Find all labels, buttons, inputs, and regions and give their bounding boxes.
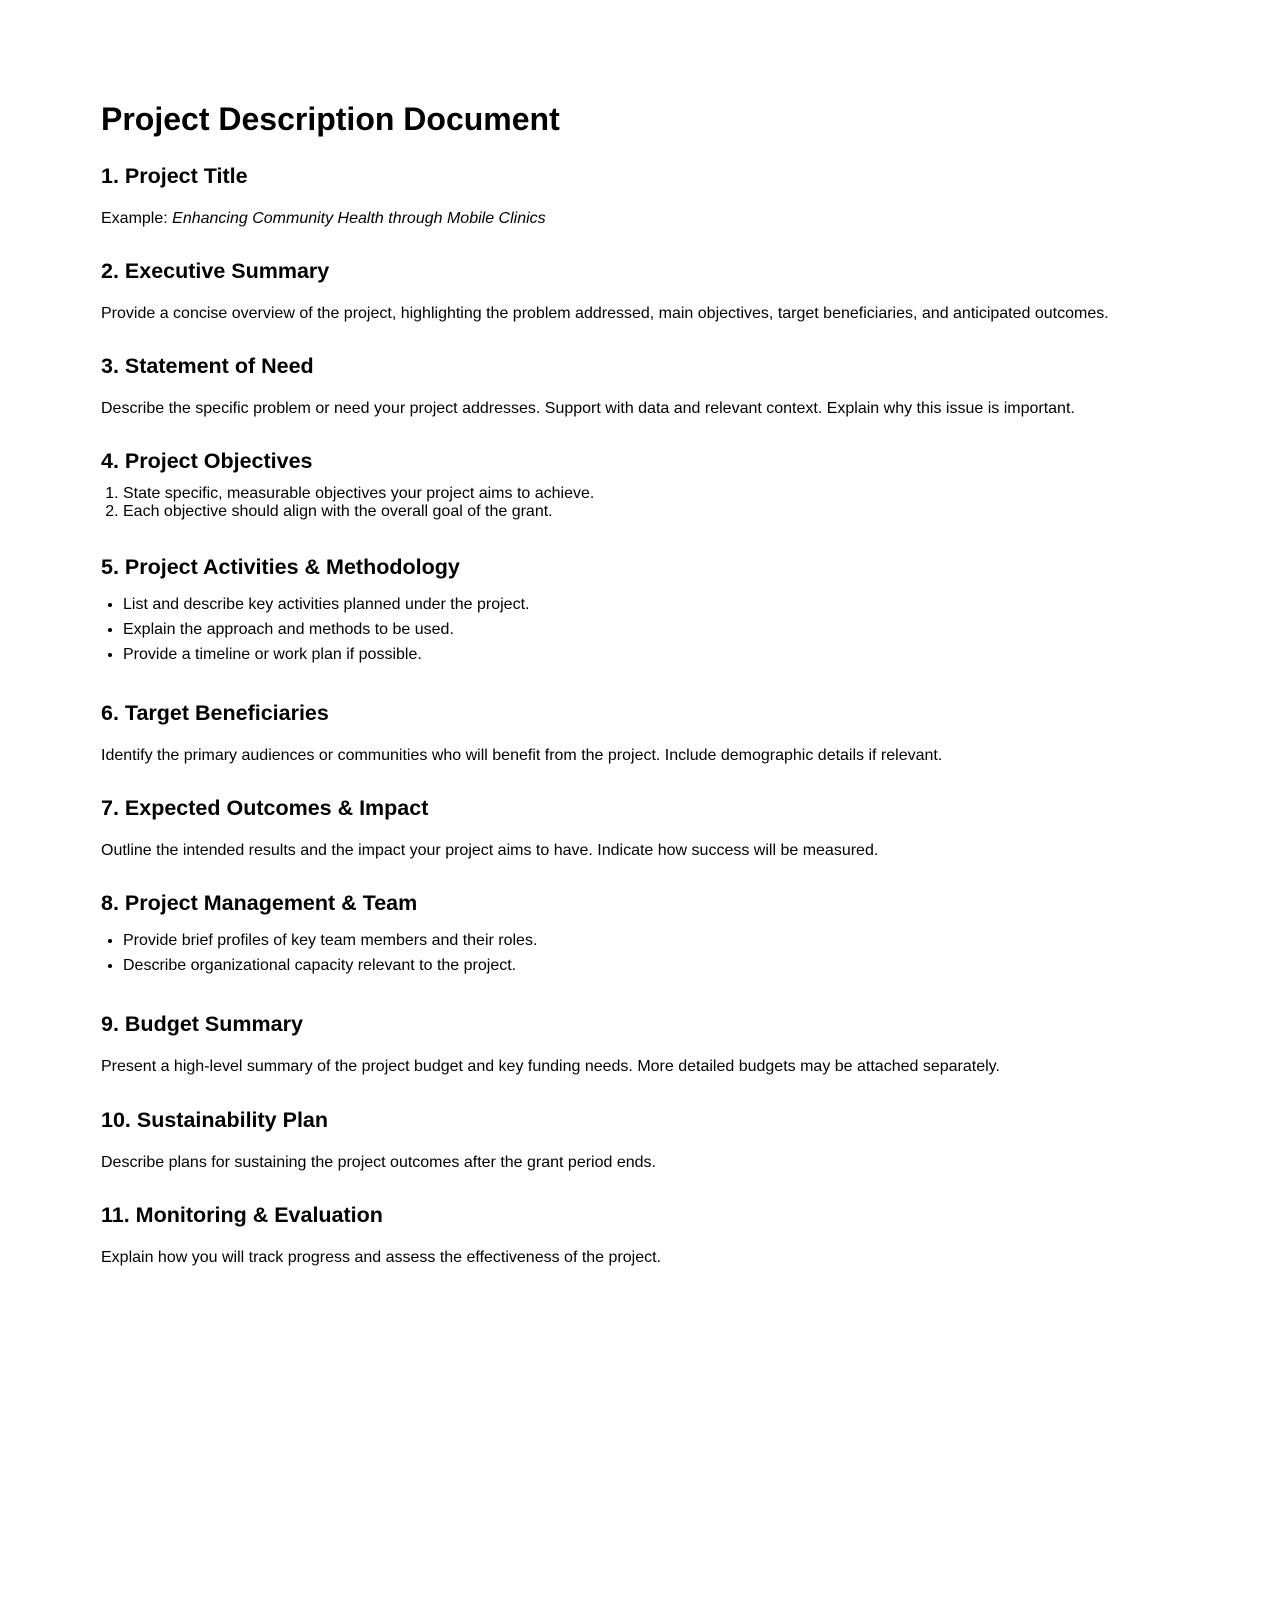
- section-heading: 4. Project Objectives: [101, 449, 313, 473]
- section-text: Describe the specific problem or need your project addresses. Support with data and relevant context. Explain why this issue is important.: [101, 400, 1075, 417]
- section-heading: 6. Target Beneficiaries: [101, 701, 329, 725]
- section-heading: 3. Statement of Need: [101, 354, 314, 378]
- example-title: Enhancing Community Health through Mobile Clinics: [172, 210, 546, 227]
- list-item: • List and describe key activities planned under the project.: [123, 595, 1201, 615]
- objectives-list: [101, 485, 1201, 521]
- section-text: Outline the intended results and the impact your project aims to have. Indicate how success will be measured.: [101, 842, 879, 859]
- section-text: Identify the primary audiences or communities who will benefit from the project. Include demographic details if relevant.: [101, 747, 943, 764]
- section-sustainability-plan: [101, 1108, 1201, 1173]
- list-item: 2. Each objective should align with the overall goal of the grant.: [123, 503, 1201, 521]
- list-item: • Provide a timeline or work plan if possible.: [123, 645, 1201, 665]
- list-item: • Explain the approach and methods to be used.: [123, 620, 1201, 640]
- section-target-beneficiaries: [101, 701, 1201, 766]
- document-title: Project Description Document: [101, 101, 560, 137]
- section-project-objectives: [101, 449, 1201, 521]
- example-prefix: Example:: [101, 210, 173, 227]
- section-heading: 8. Project Management & Team: [101, 891, 418, 915]
- section-monitoring-evaluation: [101, 1203, 1201, 1268]
- section-heading: 11. Monitoring & Evaluation: [101, 1203, 383, 1227]
- list-item: 1. State specific, measurable objectives your project aims to achieve.: [123, 485, 1201, 503]
- section-expected-outcomes: [101, 796, 1201, 861]
- section-text: Present a high-level summary of the project budget and key funding needs. More detailed budgets may be attached separately.: [101, 1058, 1000, 1075]
- section-heading: 9. Budget Summary: [101, 1012, 303, 1036]
- section-heading: 2. Executive Summary: [101, 259, 330, 283]
- section-statement-of-need: [101, 354, 1201, 419]
- team-list: [101, 931, 1201, 976]
- section-text: Explain how you will track progress and assess the effectiveness of the project.: [101, 1249, 661, 1266]
- section-text: [101, 209, 1201, 229]
- section-budget-summary: [101, 1012, 1201, 1077]
- section-heading: 1. Project Title: [101, 164, 248, 188]
- section-activities-methodology: [101, 555, 1201, 670]
- list-item: • Describe organizational capacity relevant to the project.: [123, 956, 1201, 976]
- activities-list: [101, 595, 1201, 665]
- section-management-team: [101, 891, 1201, 981]
- section-text: Provide a concise overview of the project, highlighting the problem addressed, main objectives, target beneficiaries, and anticipated outcomes.: [101, 305, 1109, 322]
- section-project-title: [101, 164, 1201, 229]
- section-text: Describe plans for sustaining the project outcomes after the grant period ends.: [101, 1154, 656, 1171]
- section-executive-summary: [101, 259, 1201, 324]
- section-heading: 10. Sustainability Plan: [101, 1108, 329, 1132]
- section-heading: 7. Expected Outcomes & Impact: [101, 796, 429, 820]
- section-heading: 5. Project Activities & Methodology: [101, 555, 460, 579]
- list-item: • Provide brief profiles of key team members and their roles.: [123, 931, 1201, 951]
